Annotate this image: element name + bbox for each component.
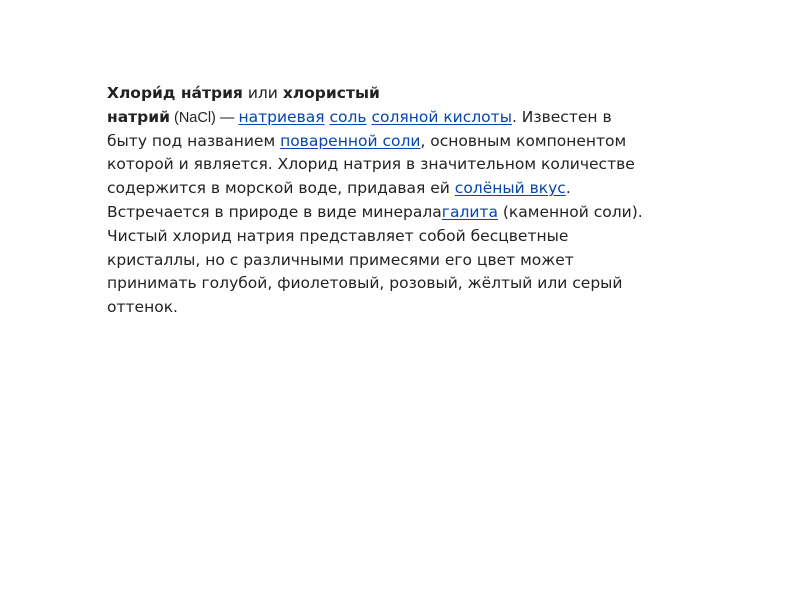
text-known: . Известен в [511,107,612,126]
text-segment: (каменной соли). [497,202,643,221]
text-line-8: кристаллы, но с различными примесями его цвет может [107,250,574,269]
text-segment: Встречается в природе в виде минерала [107,202,442,221]
text-line-6 [107,201,707,225]
text-segment: . [565,179,571,198]
text-line-4: которой и является. Хлорид натрия в значительном количестве [107,155,635,174]
text-line-2 [107,106,707,130]
text-line-3 [107,130,707,154]
link-salty-taste[interactable]: солёный вкус [454,179,566,198]
connector-or: или [242,84,283,102]
text-line-9: принимать голубой, фиолетовый, розовый, жёлтый или серый [107,274,623,293]
link-hydrochloric-acid[interactable]: соляной кислоты [371,107,512,126]
text-line-10: оттенок. [107,298,178,317]
chemical-formula: (NaCl) — [169,109,239,126]
text-line-1 [107,82,707,106]
text-segment: быту под названием [107,131,281,150]
text-line-5 [107,177,707,201]
text-line-7: Чистый хлорид натрия представляет собой бесцветные [107,226,569,245]
text-segment: содержится в морской воде, придавая ей [107,179,455,198]
link-table-salt[interactable]: поваренной соли [280,131,421,150]
title-term-natrii: натрий [107,107,170,126]
link-salt[interactable]: соль [329,107,367,126]
title-term-chloristyi: хлористый [282,84,380,102]
text-segment: , основным компонентом [420,131,627,150]
link-halite[interactable]: галита [441,202,498,221]
article-text [107,82,707,320]
link-sodium[interactable]: натриевая [238,107,325,126]
title-term-sodium-chloride: Хлори́д на́трия [107,84,243,102]
